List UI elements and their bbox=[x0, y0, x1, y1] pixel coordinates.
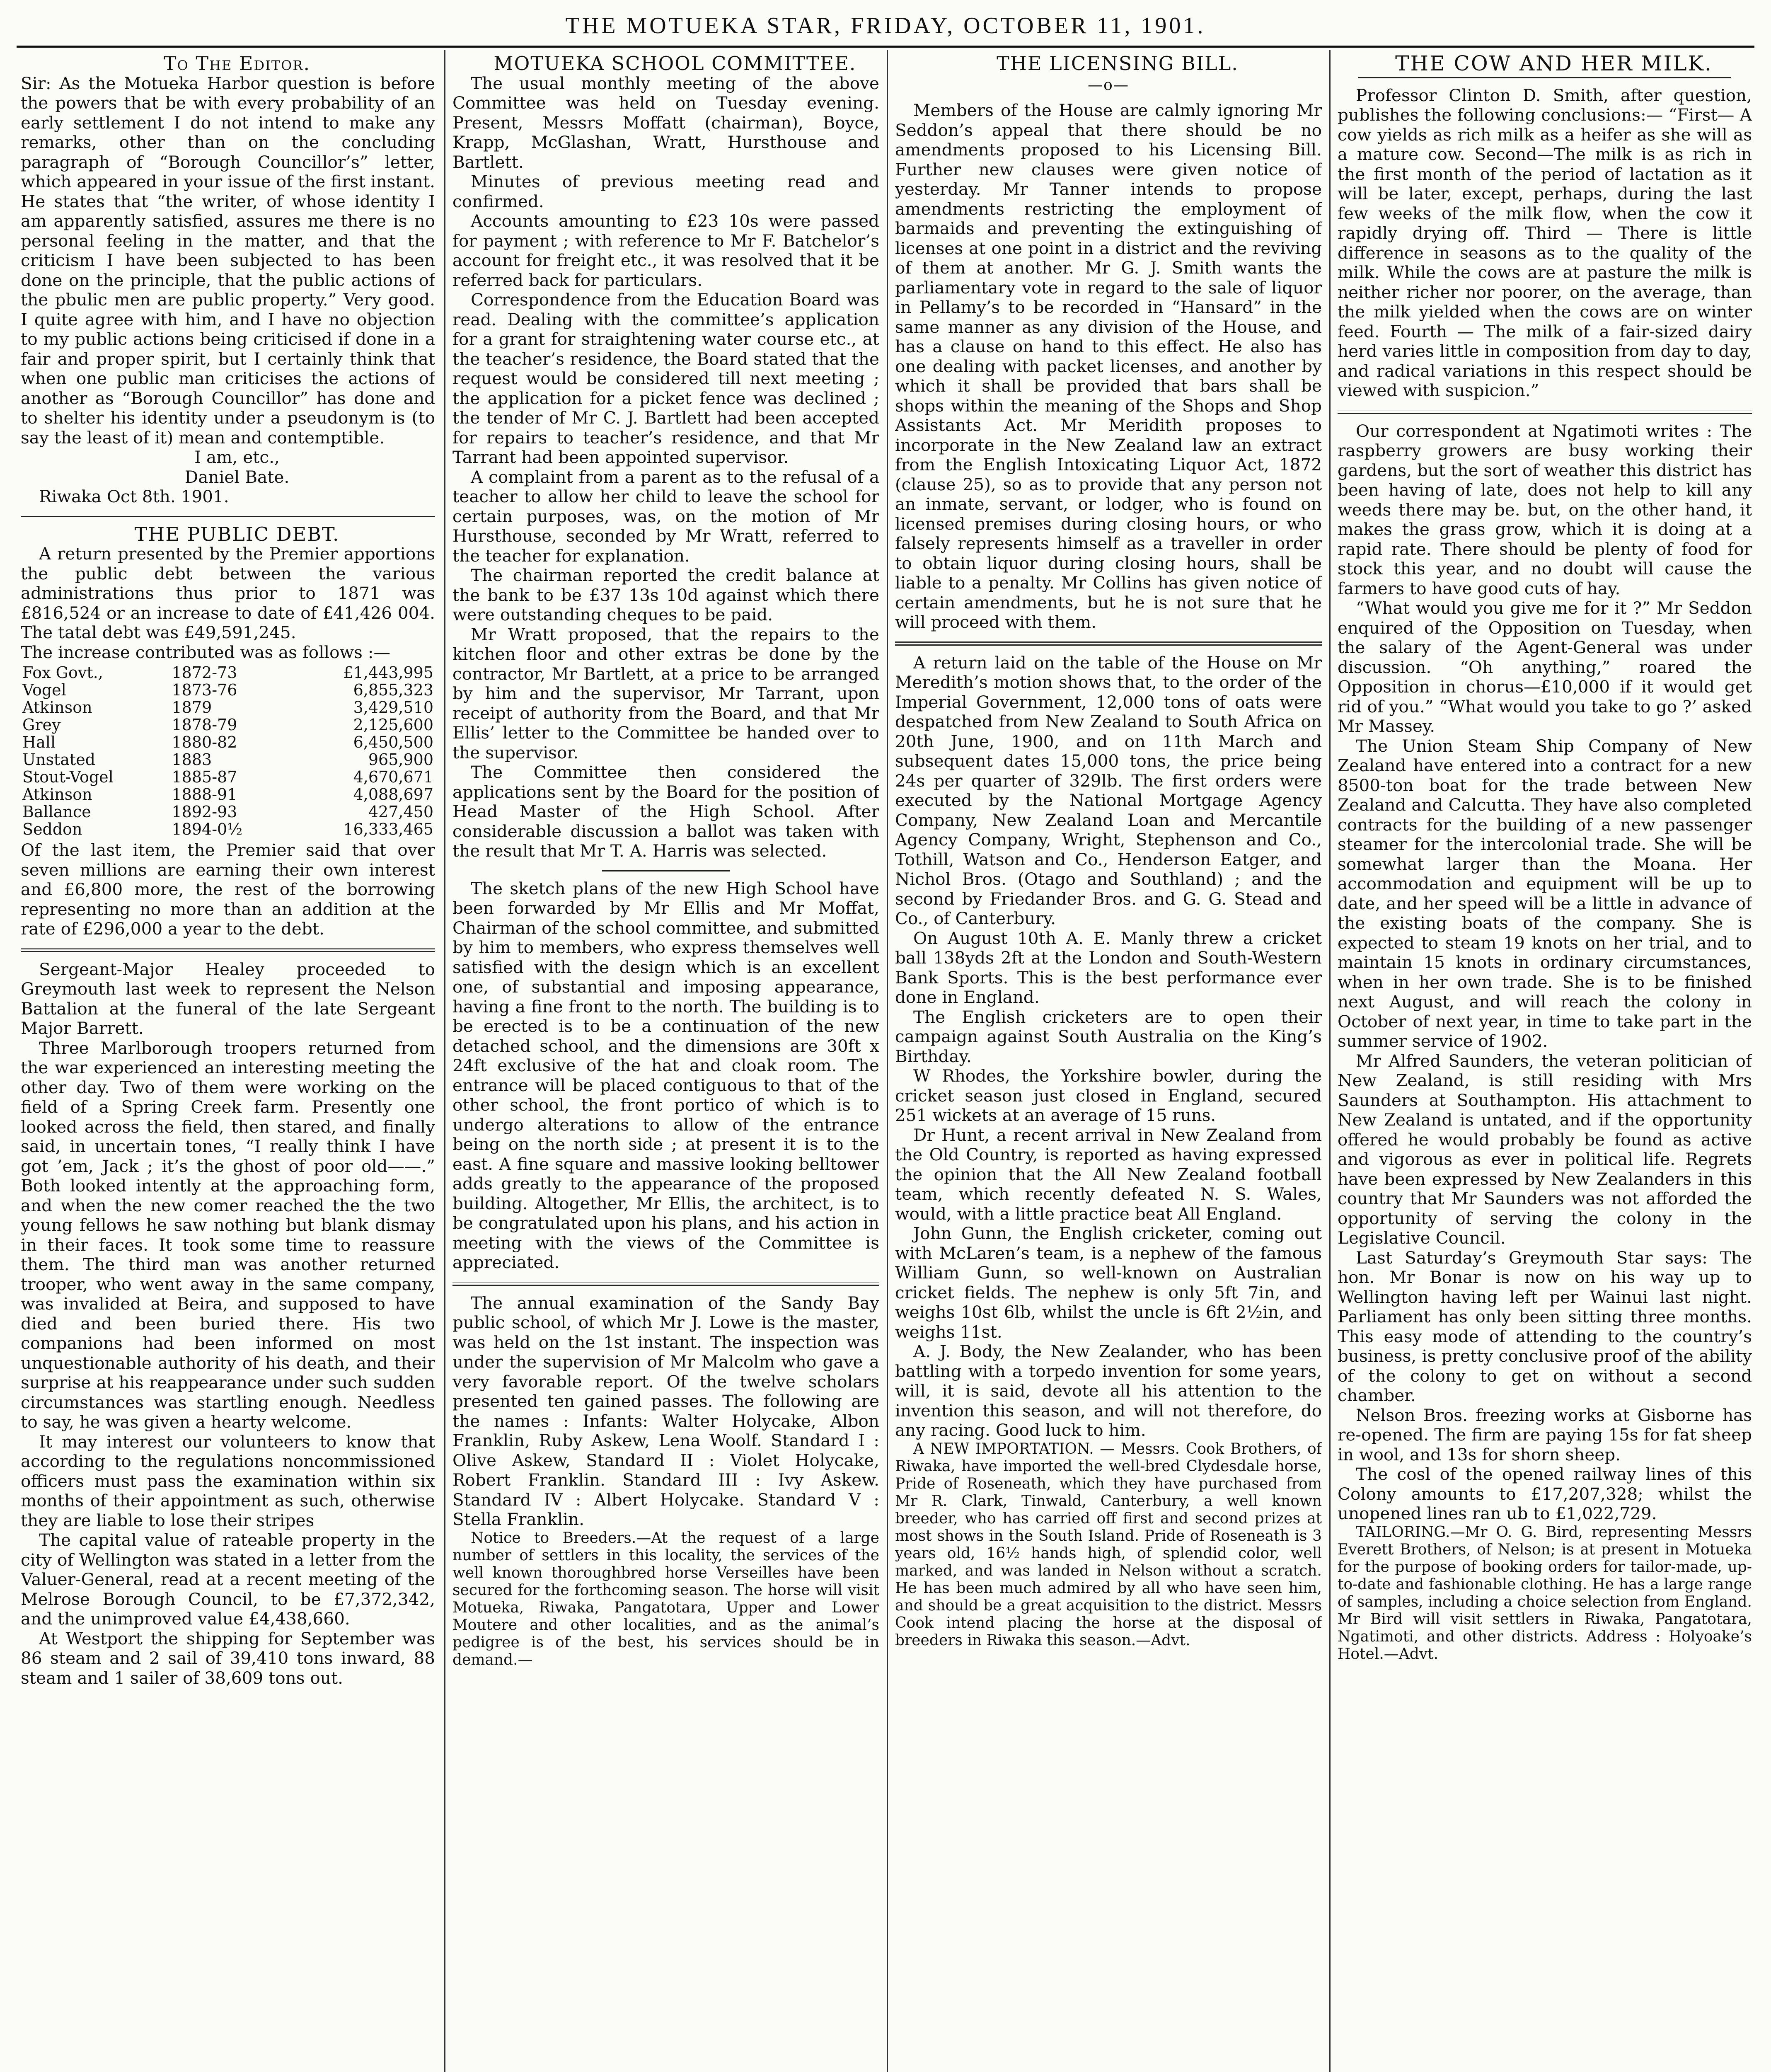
article-paragraph: The chairman reported the credit balance at the bank to be £37 13s 10d against which there were outstanding cheques to be paid. bbox=[452, 565, 879, 625]
article-paragraph: The annual examination of the Sandy Bay public school, of which Mr J. Lowe is the master, was held on the 1st instant. The inspection was under the supervision of Mr Malcolm who gave a very favorable report. Of the twelve scholars presented ten gained passes. The following are the names : Infants: Walter Holycake, Albon Franklin, Ruby Askew, Lena Woolf. Standard I : Olive Askew, Standard II : Violet Holycake, Robert Franklin. Standard III : Ivy Askew. Standard IV : Albert Holycake. Standard V : Stella Franklin. bbox=[452, 1293, 879, 1529]
table-row bbox=[21, 821, 435, 838]
news-paragraph: It may interest our volunteers to know that according to the regulations noncommissioned officers must pass the examination within six months of their appointment as such, otherwise they are liable to lose their stripes bbox=[21, 1431, 435, 1530]
table-row bbox=[21, 733, 435, 751]
column-3 bbox=[895, 54, 1322, 2072]
amount: 4,670,671 bbox=[353, 768, 433, 786]
importation-advert: A NEW IMPORTATION. — Messrs. Cook Brothers, of Riwaka, have imported the well-bred Clydesdale horse, Pride of Roseneath, which they have purchased from Mr R. Clark, Tinwald, Canterbury, a well known breeder, who has carried off first and second prizes at most shows in the South Island. Pride of Roseneath is 3 years old, 16½ hands high, of splendid color, well marked, and was landed in Nelson without a scratch. He has been much admired by all who have seen him, and should be a great acquisition to the district. Messrs Cook intend placing the horse at the disposal of breeders in Riwaka this season.—Advt. bbox=[895, 1440, 1322, 1649]
heading-rule bbox=[1358, 77, 1731, 78]
amount: 6,855,323 bbox=[353, 681, 433, 699]
news-paragraph: John Gunn, the English cricketer, coming out with McLaren’s team, is a nephew of the famous William Gunn, so well-known on Australian cricket fields. The nephew is only 5ft 7in, and weighs 10st 6lb, whilst the uncle is 6ft 2½in, and weighs 11st. bbox=[895, 1223, 1322, 1342]
years: 1873-76 bbox=[172, 681, 237, 699]
news-paragraph: Last Saturday’s Greymouth Star says: The hon. Mr Bonar is now on his way up to Wellington having left per Wainui last night. Parliament has only been sitting three months. This easy mode of attending to the country’s business, is pretty conclusive proof of the ability of the colony to get on without a second chamber. bbox=[1338, 1247, 1752, 1405]
article-paragraph: Correspondence from the Education Board was read. Dealing with the committee’s application for a grant for straightening water course etc., at the teacher’s residence, the Board stated that the request would be considered till next meeting ; the application for a picket fence was declined ; the tender of Mr C. J. Bartlett had been accepted for repairs to teacher’s residence, and that Mr Tarrant had been appointed supervisor. bbox=[452, 290, 879, 467]
administration-name: Seddon bbox=[22, 820, 82, 838]
table-row bbox=[21, 751, 435, 768]
article-paragraph: A complaint from a parent as to the refusal of a teacher to allow her child to leave the school for certain purposes, was, on the motion of Mr Hursthouse, seconded by Mr Wratt, referred to the teacher for explanation. bbox=[452, 467, 879, 566]
table-row bbox=[21, 716, 435, 733]
public-debt-heading: THE PUBLIC DEBT. bbox=[134, 523, 340, 545]
news-paragraph: Dr Hunt, a recent arrival in New Zealand from the Old Country, is reported as having expressed the opinion that the All New Zealand football team, which recently defeated N. S. Wales, would, with a little practice beat All England. bbox=[895, 1125, 1322, 1224]
table-row bbox=[21, 786, 435, 803]
amount: 6,450,500 bbox=[353, 733, 433, 751]
news-paragraph: A return laid on the table of the House on Mr Meredith’s motion shows that, to the order of the Imperial Government, 12,000 tons of oats were despatched from New Zealand to South Africa on 20th June, 1900, and on 11th March and subsequent dates 15,000 tons, the price being 24s per quarter of 329lb. The first orders were executed by the National Mortgage Agency Company, New Zealand Loan and Mercantile Agency Company, Wright, Stephenson and Co., Tothill, Watson and Co., Henderson Eatger, and Nichol Bros. (Otago and Southland) ; and the second by Friedander Bros. and G. G. Stead and Co., of Canterbury. bbox=[895, 652, 1322, 928]
breeders-notice: Notice to Breeders.—At the request of a large number of settlers in this locality, the services of the well known thoroughbred horse Verseilles have been secured for the forthcoming season. The horse will visit Motueka, Riwaka, Pangatotara, Upper and Lower Moutere and other localities, and as the animal’s pedigree is of the best, his services should be in demand.— bbox=[452, 1529, 879, 1668]
debt-intro: A return presented by the Premier apportions the public debt between the various administrations thus prior to 1871 was £816,524 or an increase to date of £41,426 004. The tatal debt was £49,591,245. bbox=[21, 544, 435, 642]
masthead: THE MOTUEKA STAR, FRIDAY, OCTOBER 11, 1901. bbox=[565, 13, 1206, 39]
news-paragraph: Our correspondent at Ngatimoti writes : The raspberry growers are busy working their gardens, but the sort of weather this district has been having of late, does not help to kill any weeds there may be. but, on the other hand, it makes the grass grow, which it is doing at a rapid rate. There should be plenty of food for stock this year, and no doubt will cause the farmers to have good cuts of hay. bbox=[1338, 421, 1752, 598]
letter-place-date: Riwaka Oct 8th. 1901. bbox=[39, 487, 229, 506]
administration-name: Fox Govt., bbox=[22, 663, 103, 682]
tailoring-advert: TAILORING.—Mr O. G. Bird, representing Messrs Everett Brothers, of Nelson; is at present in Motueka for the purpose of booking orders for tailor-made, up-to-date and fashionable clothing. He has a large range of samples, including a choice selection from England. Mr Bird will visit settlers in Riwaka, Pangatotara, Ngatimoti, and other districts. Address : Holyoake’s Hotel.—Advt. bbox=[1338, 1523, 1752, 1663]
column-rule bbox=[1329, 50, 1331, 2072]
administration-name: Grey bbox=[22, 716, 61, 734]
amount: 3,429,510 bbox=[353, 698, 433, 716]
amount: 965,900 bbox=[368, 750, 433, 769]
table-row bbox=[21, 699, 435, 716]
news-paragraph: Mr Alfred Saunders, the veteran politician of New Zealand, is still residing with Mrs Saunders at Southampton. His attachment to New Zealand is untated, and if the opportunity offered he would probably be found as active and vigorous as ever in political life. Regrets have been expressed by New Zealanders in this country that Mr Saunders was not afforded the opportunity of serving the colony in the Legislative Council. bbox=[1338, 1051, 1752, 1248]
years: 1885-87 bbox=[172, 768, 237, 786]
licensing-bill-heading: THE LICENSING BILL. bbox=[997, 54, 1239, 75]
column-rule bbox=[887, 50, 888, 2072]
news-paragraph: “What would you give me for it ?” Mr Seddon enquired of the Opposition on Tuesday, when the salary of the Agent-General was under discussion. “Oh anything,” roared the Opposition in chorus—£10,000 if it would get rid of you.” “What would you take to go ?’ asked Mr Massey. bbox=[1338, 598, 1752, 736]
administration-name: Ballance bbox=[22, 803, 91, 821]
years: 1879 bbox=[172, 698, 212, 716]
heading-ornament: —o— bbox=[1088, 76, 1129, 94]
amount: 427,450 bbox=[368, 803, 433, 821]
table-row bbox=[21, 664, 435, 681]
administration-name: Vogel bbox=[22, 681, 66, 699]
separator bbox=[895, 641, 1322, 646]
article-paragraph: Members of the House are calmly ignoring Mr Seddon’s appeal that there should be no amendments proposed to his Licensing Bill. Further new clauses were given notice of yesterday. Mr Tanner intends to propose amendments restricting the employment of barmaids and preventing the extinguishing of licenses at one point in a district and the reviving of them at another. Mr G. J. Smith wants the parliamentary vote in regard to the sale of liquor in Pellamy’s to be recorded in “Hansard” in the same manner as any division of the House, and has a clause on hand to this effect. He also has one dealing with packet licenses, and another by which it shall be provided that bars shall be shops within the meaning of the Shops and Shop Assistants Act. Mr Meridith proposes to incorporate in the New Zealand law an extract from the English Intoxicating Liquor Act, 1872 (clause 25), so as to provide that any person not an inmate, servant, or lodger, who is found on licensed premises during closing hours, or who falsely represents himself as a traveller in order to obtain liquor during closing hours, shall be liable to a penalty. Mr Collins has given notice of certain amendments, but he is not sure that he will proceed with them. bbox=[895, 100, 1322, 632]
debt-outro: Of the last item, the Premier said that over seven millions are earning their own interest and £6,800 more, the rest of the borrowing representing no more than an addition at the rate of £296,000 a year to the debt. bbox=[21, 840, 435, 939]
article-paragraph: The sketch plans of the new High School have been forwarded by Mr Ellis and Mr Moffat, Chairman of the school committee, and submitted by him to members, who express themselves well satisfied with the design which is an excellent one, of substantial and imposing appearance, having a fine front to the north. The building is to be erected is to be a continuation of the new detached school, and the dimensions are 30ft x 24ft exclusive of the hat and cloak room. The entrance will be placed contiguous to that of the other school, the front portico of which is to undergo alterations to allow of the entrance being on the north side ; at present it is to the east. A fine square and massive looking belltower adds greatly to the appearance of the proposed building. Altogether, Mr Ellis, the architect, is to be congratulated upon his plans, and his action in meeting with the views of the Committee is appreciated. bbox=[452, 878, 879, 1272]
years: 1880-82 bbox=[172, 733, 237, 751]
article-paragraph: Professor Clinton D. Smith, after question, publishes the following conclusions:— “First— A cow yields as rich milk as a heifer as she will as a mature cow. Second—The milk is as rich in the first month of the period of lactation as it will be later, except, perhaps, during the last few weeks of the milk flow, when the cow it rapidly drying off. Third — There is little difference in seasons as to the quality of the milk. While the cows are at pasture the milk is neither richer nor poorer, on the average, than the milk yielded when the cows are on winter feed. Fourth — The milk of a fair-sized dairy herd varies little in composition from day to day, and radical variations in this respect should be viewed with suspicion.” bbox=[1338, 85, 1752, 400]
letter-signoff: I am, etc., bbox=[194, 447, 280, 467]
amount: 16,333,465 bbox=[343, 820, 433, 838]
administration-name: Atkinson bbox=[22, 698, 92, 716]
news-paragraph: At Westport the shipping for September was 86 steam and 2 sail of 39,410 tons inward, 88 steam and 1 sailer of 38,609 tons out. bbox=[21, 1628, 435, 1688]
masthead-rule bbox=[17, 46, 1754, 48]
school-committee-heading: MOTUEKA SCHOOL COMMITTEE. bbox=[494, 54, 856, 75]
table-row bbox=[21, 768, 435, 786]
amount: 2,125,600 bbox=[353, 716, 433, 734]
debt-table bbox=[21, 664, 435, 838]
news-paragraph: The English cricketers are to open their campaign against South Australia on the King’s Birthday. bbox=[895, 1007, 1322, 1066]
separator bbox=[21, 948, 435, 952]
years: 1872-73 bbox=[172, 663, 237, 682]
news-paragraph: On August 10th A. E. Manly threw a cricket ball 138yds 2ft at the London and South-Western Bank Sports. This is the best performance ever done in England. bbox=[895, 928, 1322, 1007]
letter-paragraph: Sir: As the Motueka Harbor question is before the powers that be with every probability of an early settlement I do not intend to make any remarks, other than on the concluding paragraph of “Borough Councillor’s” letter, which appeared in your issue of the first instant. He states that “the writer, of whose identity I am apparently satisfied, assures me there is no personal feeling in the matter, and that the criticism I have been subjected to has been done on the principle, that the public actions of the pbulic men are public property.” Very good. I quite agree with him, and I have no objection to my public actions being criticised if done in a fair and proper spirit, but I certainly think that when one public man criticises the actions of another as “Borough Councillor” has done and to shelter his identity under a pseudonym is (to say the least of it) mean and contemptible. bbox=[21, 73, 435, 448]
news-paragraph: The cosl of the opened railway lines of this Colony amounts to £17,207,328; whilst the unopened lines ran ub to £1,022,729. bbox=[1338, 1464, 1752, 1523]
column-rule bbox=[444, 50, 445, 2072]
table-row bbox=[21, 803, 435, 821]
letter-signature: Daniel Bate. bbox=[184, 467, 290, 487]
article-paragraph: Mr Wratt proposed, that the repairs to the kitchen floor and other extras be done by the contractor, Mr Bartlett, at a price to be arranged by him and the supervisor, Mr Tarrant, upon receipt of authority from the Board, and that Mr Ellis’ letter to the Committee be handed over to the supervisor. bbox=[452, 624, 879, 762]
debt-table-intro: The increase contributed was as follows :— bbox=[21, 642, 390, 662]
years: 1883 bbox=[172, 750, 212, 769]
news-paragraph: The Union Steam Ship Company of New Zealand have entered into a contract for a new 8500-ton boat for the trade between New Zealand and Calcutta. They have also completed contracts for the building of a new passenger steamer for the intercolonial trade. She will be somewhat larger than the Moana. Her accommodation and equipment will be up to date, and her speed will be a little in advance of the existing boats of the company. She is expected to steam 19 knots on her trial, and to maintain 15 knots in ordinary circumstances, when in her own trade. She is to be finished next August, and will reach the colony in October of next year, in time to take part in the summer service of 1902. bbox=[1338, 736, 1752, 1051]
table-row bbox=[21, 681, 435, 699]
years: 1892-93 bbox=[172, 803, 237, 821]
editor-heading: To The Editor. bbox=[163, 54, 311, 75]
cow-milk-heading: THE COW AND HER MILK. bbox=[1395, 54, 1713, 75]
column-2 bbox=[452, 54, 879, 2072]
news-paragraph: Sergeant-Major Healey proceeded to Greymouth last week to represent the Nelson Battalion at the funeral of the late Sergeant Major Barrett. bbox=[21, 959, 435, 1038]
separator bbox=[1338, 410, 1752, 414]
short-separator bbox=[602, 870, 730, 871]
news-paragraph: Nelson Bros. freezing works at Gisborne has re-opened. The firm are paying 15s for fat sheep in wool, and 13s for shorn sheep. bbox=[1338, 1405, 1752, 1464]
article-paragraph: The Committee then considered the applications sent by the Board for the position of Head Master of the High School. After considerable discussion a ballot was taken with the result that Mr T. A. Harris was selected. bbox=[452, 762, 879, 861]
article-paragraph: The usual monthly meeting of the above Committee was held on Tuesday evening. Present, Messrs Moffatt (chairman), Boyce, Krapp, McGlashan, Wratt, Hursthouse and Bartlett. bbox=[452, 73, 879, 172]
column-1 bbox=[21, 54, 435, 2072]
separator bbox=[21, 516, 435, 517]
years: 1878-79 bbox=[172, 716, 237, 734]
administration-name: Stout-Vogel bbox=[22, 768, 114, 786]
separator bbox=[452, 1282, 879, 1286]
news-paragraph: A. J. Body, the New Zealander, who has been battling with a torpedo invention for some years, will, it is said, devote all his attention to the invention this season, and will not therefore, do any racing. Good luck to him. bbox=[895, 1341, 1322, 1440]
news-paragraph: Three Marlborough troopers returned from the war experienced an interesting meeting the other day. Two of them were working on the field of a Spring Creek farm. Presently one looked across the field, then stared, and finally said, in uncertain tones, “I really think I have got ’em, Jack ; it’s the ghost of poor old——.” Both looked intently at the approaching form, and when the new comer reached the the two young fellows he saw nothing but blank dismay in their faces. It took some time to reassure them. The third man was another returned trooper, who went away in the same company, was invalided at Beira, and supposed to have died and been buried there. His two companions had been informed on most unquestionable authority of his death, and their surprise at his reappearance under such sudden circumstances was startling enough. Needless to say, he was given a hearty welcome. bbox=[21, 1038, 435, 1432]
article-paragraph: Accounts amounting to £23 10s were passed for payment ; with reference to Mr F. Batchelor’s account for freight etc., it was resolved that it be referred back for particulars. bbox=[452, 211, 879, 290]
news-paragraph: W Rhodes, the Yorkshire bowler, during the cricket season just closed in England, secured 251 wickets at an average of 15 runs. bbox=[895, 1066, 1322, 1125]
administration-name: Unstated bbox=[22, 750, 96, 769]
article-paragraph: Minutes of previous meeting read and confirmed. bbox=[452, 172, 879, 211]
column-4 bbox=[1338, 54, 1752, 2072]
amount: 4,088,697 bbox=[353, 785, 433, 804]
amount: £1,443,995 bbox=[343, 663, 433, 682]
years: 1888-91 bbox=[172, 785, 237, 804]
administration-name: Hall bbox=[22, 733, 56, 751]
years: 1894-0½ bbox=[172, 820, 243, 838]
administration-name: Atkinson bbox=[22, 785, 92, 804]
news-paragraph: The capital value of rateable property in the city of Wellington was stated in a letter from the Valuer-General, read at a recent meeting of the Melrose Borough Council, to be £7,372,342, and the unimproved value £4,438,660. bbox=[21, 1530, 435, 1629]
